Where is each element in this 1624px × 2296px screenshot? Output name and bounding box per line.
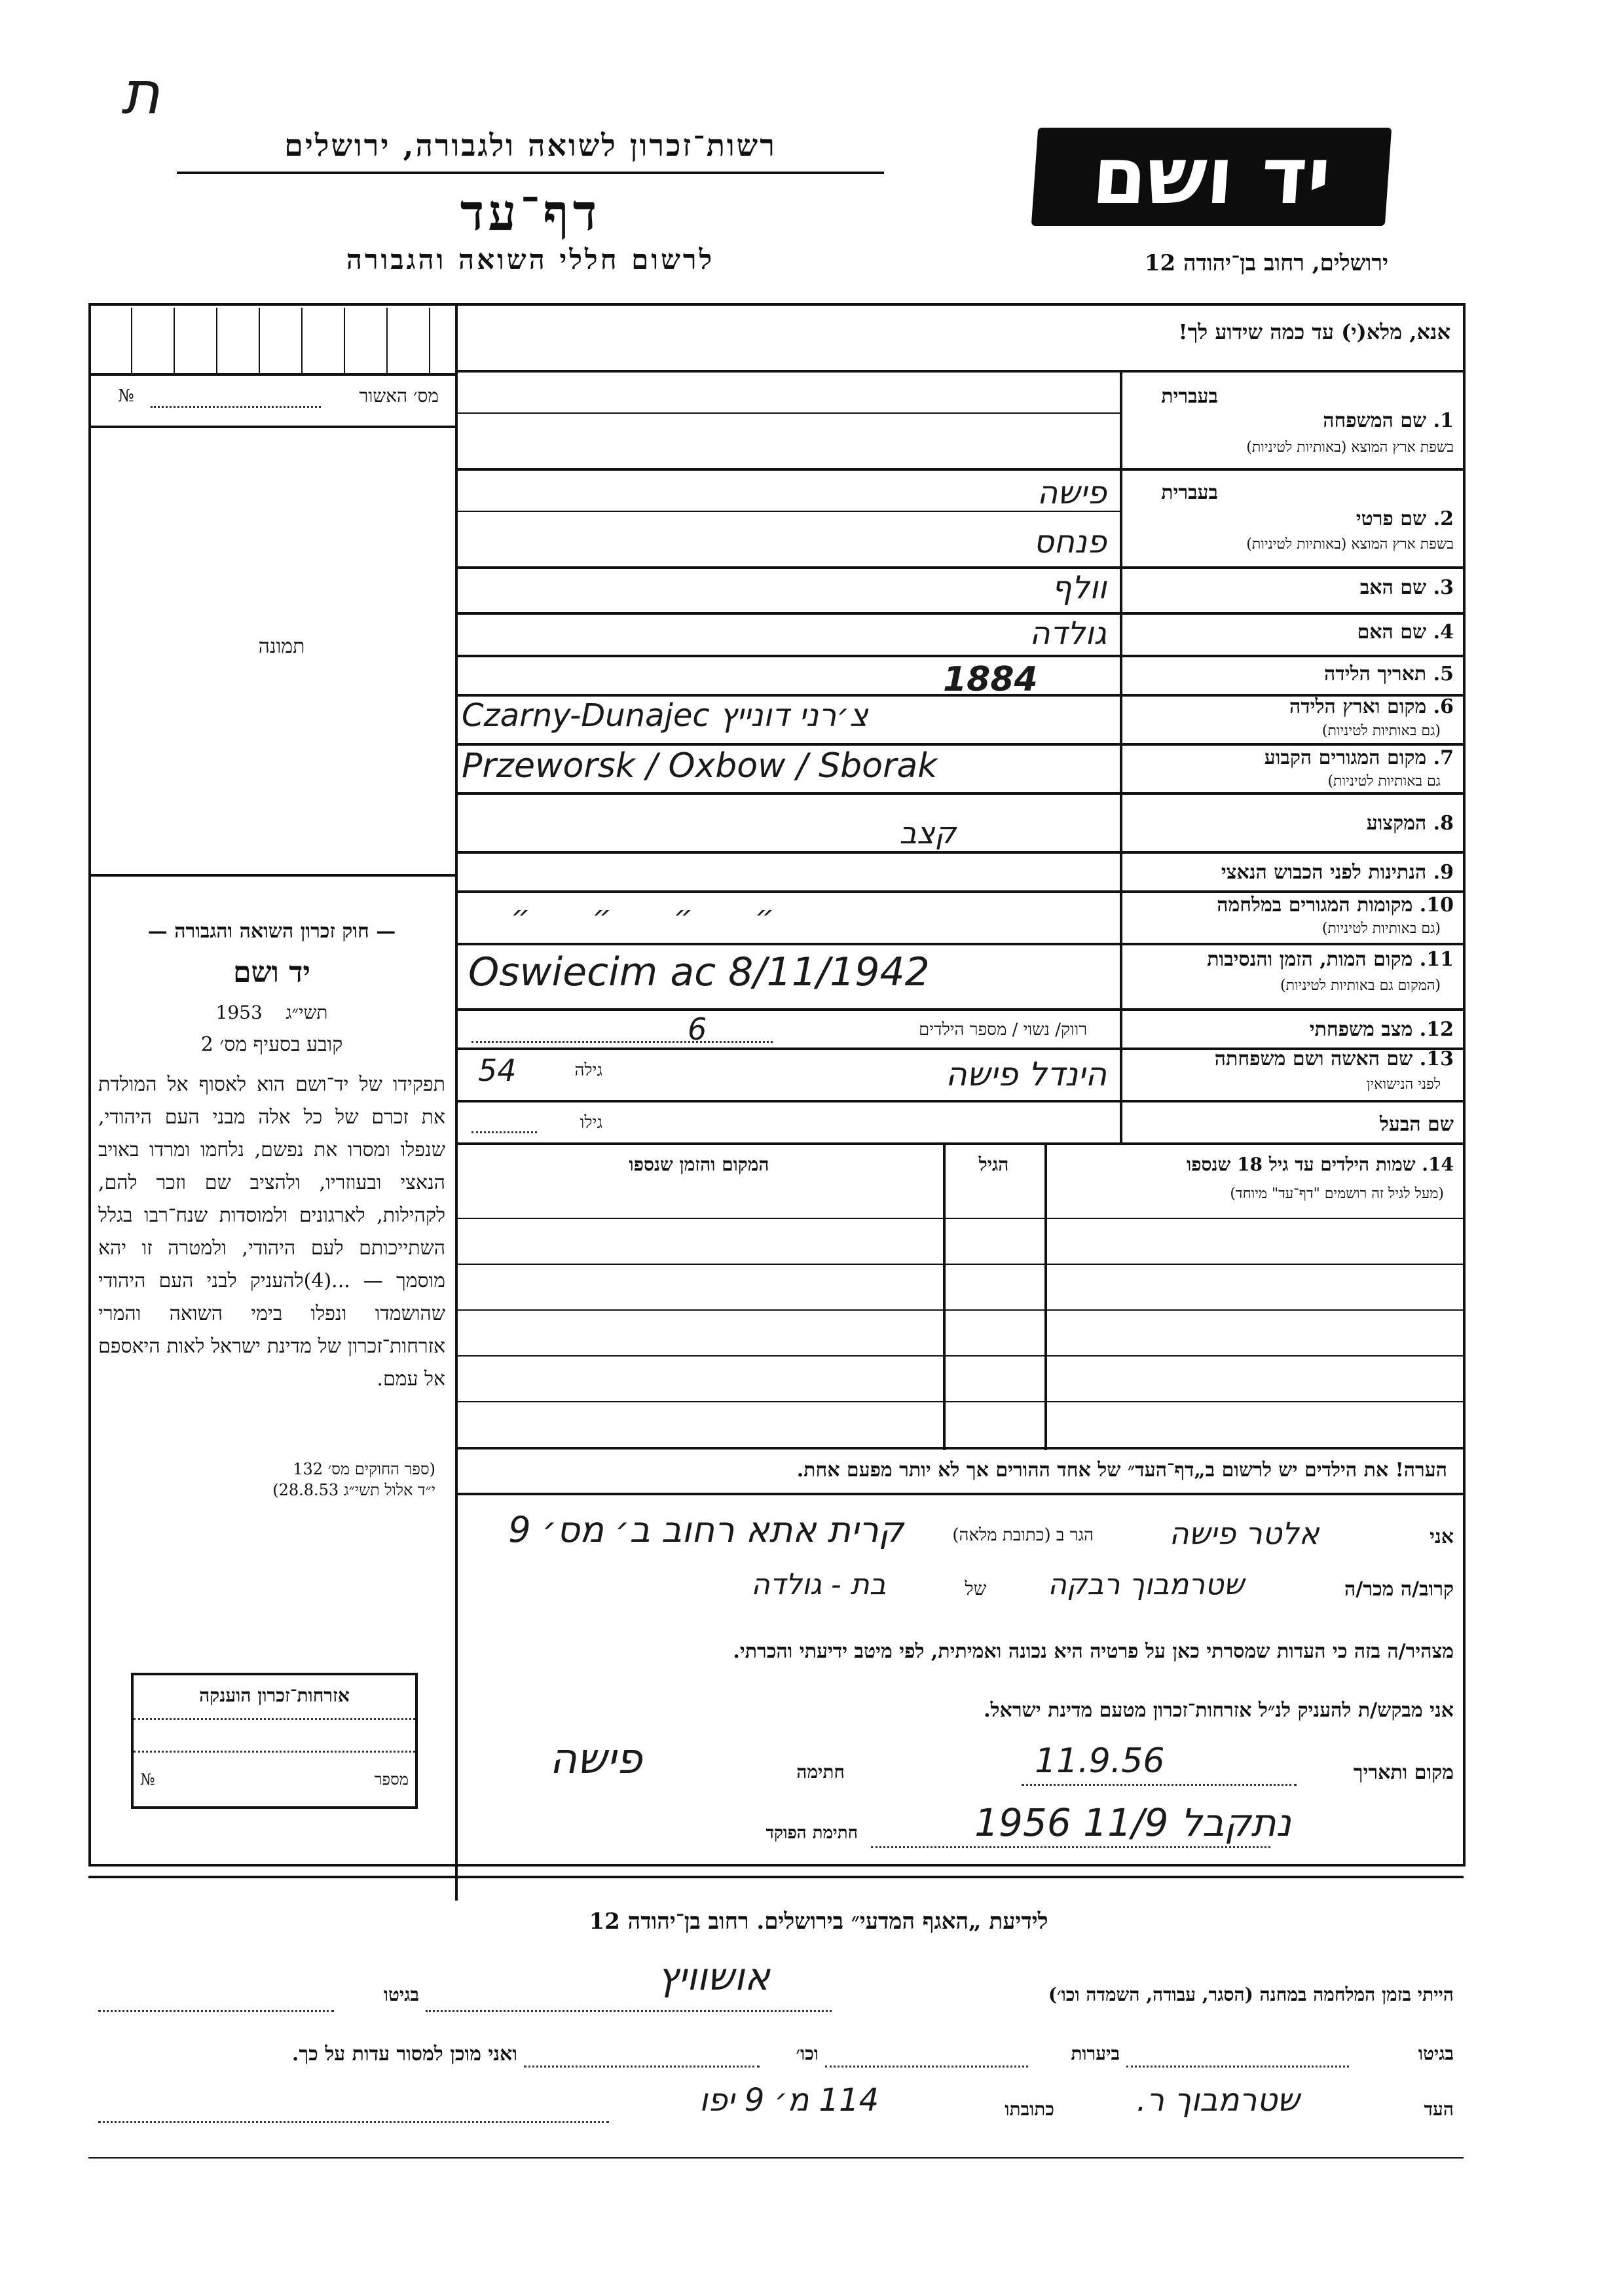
label-death-sub: (המקום גם באותיות לטיניות) bbox=[1280, 977, 1441, 994]
label-wife-sub: לפני הנישואין bbox=[1366, 1076, 1441, 1093]
footer-line1: הייתי בזמן המלחמה במחנה (הסגר, עבודה, השמדה וכו׳) bbox=[1048, 1984, 1454, 2005]
children-header-place: המקום והזמן שנספו bbox=[629, 1154, 769, 1175]
form-subtitle: לרשום חללי השואה והגבורה bbox=[346, 244, 715, 276]
label-in-hebrew-1: בעברית bbox=[1161, 385, 1218, 408]
citizenship-number-label: מספר bbox=[374, 1770, 409, 1789]
label-mother: 4. שם האם bbox=[1357, 621, 1454, 644]
label-first-name: 2. שם פרטי bbox=[1356, 507, 1454, 530]
footer-ghetto: בגיטו bbox=[1418, 2043, 1454, 2064]
declaration-date: 11.9.56 bbox=[1035, 1741, 1165, 1781]
law-year: 1953 bbox=[215, 1002, 263, 1023]
law-reference: (ספר החוקים מס׳ 132 bbox=[293, 1460, 435, 1478]
footer-camp: אושוויץ bbox=[657, 1954, 770, 1999]
value-mother: גולדה bbox=[1029, 615, 1107, 652]
label-marital: 12. מצב משפחתי bbox=[1309, 1018, 1454, 1041]
label-residence-sub: גם באותיות לטיניות) bbox=[1327, 773, 1441, 790]
value-surname: פישה bbox=[1037, 475, 1107, 511]
form-title: דף־עד bbox=[460, 183, 601, 242]
footer-ghetto-end: בגיטו bbox=[383, 1984, 419, 2005]
approval-num-sign: № bbox=[118, 386, 134, 406]
declaration-request: אני מבקש/ת להעניק לנ״ל אזרחות־זכרון מטעם מדינת ישראל. bbox=[984, 1699, 1454, 1722]
citizenship-num-sign: № bbox=[140, 1770, 155, 1789]
place-date-label: מקום ותאריך bbox=[1353, 1761, 1454, 1784]
value-wife-age: 54 bbox=[478, 1053, 517, 1088]
value-children-count: 6 bbox=[688, 1011, 707, 1047]
relation-of-value: בת - גולדה bbox=[750, 1568, 887, 1601]
approval-label: מס׳ האשור bbox=[359, 385, 439, 407]
official-sig-label: חתימת הפוקד bbox=[766, 1823, 858, 1843]
law-reference-date: י״ד אלול תשי״ג 28.8.53) bbox=[272, 1481, 435, 1499]
label-wartime-residence: 10. מקומות המגורים במלחמה bbox=[1217, 894, 1454, 917]
law-clause: קובע בסעיף מס׳ 2 bbox=[200, 1033, 343, 1056]
declaration-resides: הגר ב (כתובת מלאה) bbox=[952, 1525, 1094, 1545]
citizenship-box bbox=[131, 1673, 418, 1809]
wife-age-label: גילה bbox=[574, 1061, 602, 1080]
declaration-statement: מצהיר/ה בזה כי העדות שמסרתי כאן על פרטיה היא נכונה ואמיתית, לפי מיטב ידיעתי והכרתי. bbox=[733, 1640, 1454, 1663]
authority-name: רשות־זכרון לשואה ולגבורה, ירושלים bbox=[284, 128, 777, 163]
label-residence: 7. מקום המגורים הקבוע bbox=[1264, 746, 1454, 769]
value-wartime: ״ ״ ״ ״ bbox=[511, 898, 801, 934]
declaration-i-am: אני bbox=[1430, 1525, 1454, 1548]
label-latin-2: בשפת ארץ המוצא (באותיות לטיניות) bbox=[1246, 536, 1454, 553]
label-profession: 8. המקצוע bbox=[1366, 812, 1454, 835]
label-husband: שם הבעל bbox=[1379, 1113, 1454, 1136]
value-birthplace: Czarny-Dunajec צ׳רני דונייץ bbox=[462, 697, 868, 734]
marital-options: רווק/ נשוי / מספר הילדים bbox=[919, 1020, 1087, 1040]
footer-title: לידיעת „האגף המדעי״ בירושלים. רחוב בן־יהודה 12 bbox=[589, 1908, 1048, 1935]
logo-text: יד ושם bbox=[1089, 131, 1334, 222]
photo-label: תמונה bbox=[258, 635, 305, 658]
footer-witness-label: העד bbox=[1424, 2098, 1454, 2120]
label-citizenship: 9. הנתינות לפני הכבוש הנאצי bbox=[1221, 861, 1454, 884]
declarant-signature: פישה bbox=[549, 1735, 642, 1783]
footer-etc: וכו׳ bbox=[796, 2043, 819, 2064]
husband-age-label: גילו bbox=[580, 1113, 602, 1133]
label-latin-1: בשפת ארץ המוצא (באותיות לטיניות) bbox=[1246, 439, 1454, 456]
law-name: יד ושם bbox=[233, 956, 310, 989]
label-birthplace: 6. מקום וארץ הלידה bbox=[1289, 695, 1454, 718]
corner-mark: ת bbox=[121, 59, 160, 128]
declaration-relative: קרוב/ה מכר/ה bbox=[1344, 1578, 1454, 1601]
footer-ready: ואני מוכן למסור עדות על כך. bbox=[291, 2043, 517, 2066]
declarant-name: אלטר פישה bbox=[1169, 1516, 1320, 1551]
label-in-hebrew-2: בעברית bbox=[1161, 481, 1218, 504]
label-birthplace-sub: (גם באותיות לטיניות) bbox=[1321, 723, 1441, 739]
value-birth-year: 1884 bbox=[943, 660, 1038, 699]
children-header-names: 14. שמות הילדים עד גיל 18 שנספו bbox=[1187, 1154, 1454, 1175]
official-signature: נתקבל 11/9 1956 bbox=[974, 1800, 1291, 1845]
law-title: — חוק זכרון השואה והגבורה — bbox=[147, 920, 396, 943]
law-year-heb: תשי״ג bbox=[286, 1002, 328, 1023]
label-father: 3. שם האב bbox=[1359, 576, 1454, 599]
value-first-name: פנחס bbox=[1033, 524, 1107, 560]
value-wife: הינדל פישה bbox=[946, 1055, 1107, 1093]
footer-witness-name: שטרמבוך ר. bbox=[1136, 2082, 1300, 2119]
declaration-of: של bbox=[965, 1578, 987, 1599]
label-wife: 13. שם האשה ושם משפחתה bbox=[1214, 1048, 1454, 1070]
instruction: אנא, מלא(י) עד כמה שידוע לך! bbox=[1178, 319, 1450, 344]
address: ירושלים, רחוב בן־יהודה 12 bbox=[1144, 250, 1388, 276]
value-profession: קצב bbox=[899, 815, 956, 850]
children-header-age: הגיל bbox=[978, 1154, 1009, 1175]
label-wartime-sub: (גם באותיות לטיניות) bbox=[1321, 920, 1441, 937]
label-death: 11. מקום המות, הזמן והנסיבות bbox=[1207, 948, 1454, 971]
footer-witness-address: 114 מ׳ 9 יפו bbox=[699, 2082, 879, 2119]
label-surname: 1. שם המשפחה bbox=[1323, 409, 1454, 432]
signature-label: חתימה bbox=[796, 1761, 845, 1783]
law-body: תפקידו של יד־ושם הוא לאסוף אל המולדת את זכרם של כל אלה מבני העם היהודי, שנפלו ומסרו את נפשם, נלחמו ומרדו באויב הנאצי ובעוזריו, ולהציב שם וזכר להם, לקהילות, לארגונים ולמוסדות שנח־רבו בגלל השתייכותם לעם היהודי, ולמטרה זו יהא מוסמך — ...(4)להעניק לבני העם היהודי שהושמדו ונפלו בימי השואה והמרי אזרחות־זכרון של מדינת ישראל לאות היאספם אל עמם. bbox=[98, 1073, 446, 1391]
declarant-address: קרית אתא רחוב ב׳ מס׳ 9 bbox=[508, 1509, 904, 1550]
citizenship-title: אזרחות־זכרון הוענקה bbox=[199, 1685, 350, 1706]
note: הערה! את הילדים יש לרשום ב„דף־העד״ של אחד ההורים אך לא יותר מפעם אחת. bbox=[796, 1459, 1447, 1482]
footer-forests: ביערות bbox=[1071, 2043, 1120, 2064]
value-father: וולף bbox=[1051, 570, 1107, 606]
value-death: Oswiecim ac 8/11/1942 bbox=[468, 949, 930, 995]
relation-value: שטרמבוך רבקה bbox=[1048, 1568, 1244, 1601]
yad-vashem-logo bbox=[1031, 128, 1392, 226]
label-birth-date: 5. תאריך הלידה bbox=[1324, 663, 1454, 685]
footer-address-label: כתובתו bbox=[1005, 2098, 1054, 2120]
value-residence: Przeworsk / Oxbow / Sborak bbox=[462, 746, 938, 786]
children-header-note: (מעל לגיל זה רושמים "דף־עד" מיוחד) bbox=[1230, 1186, 1444, 1202]
